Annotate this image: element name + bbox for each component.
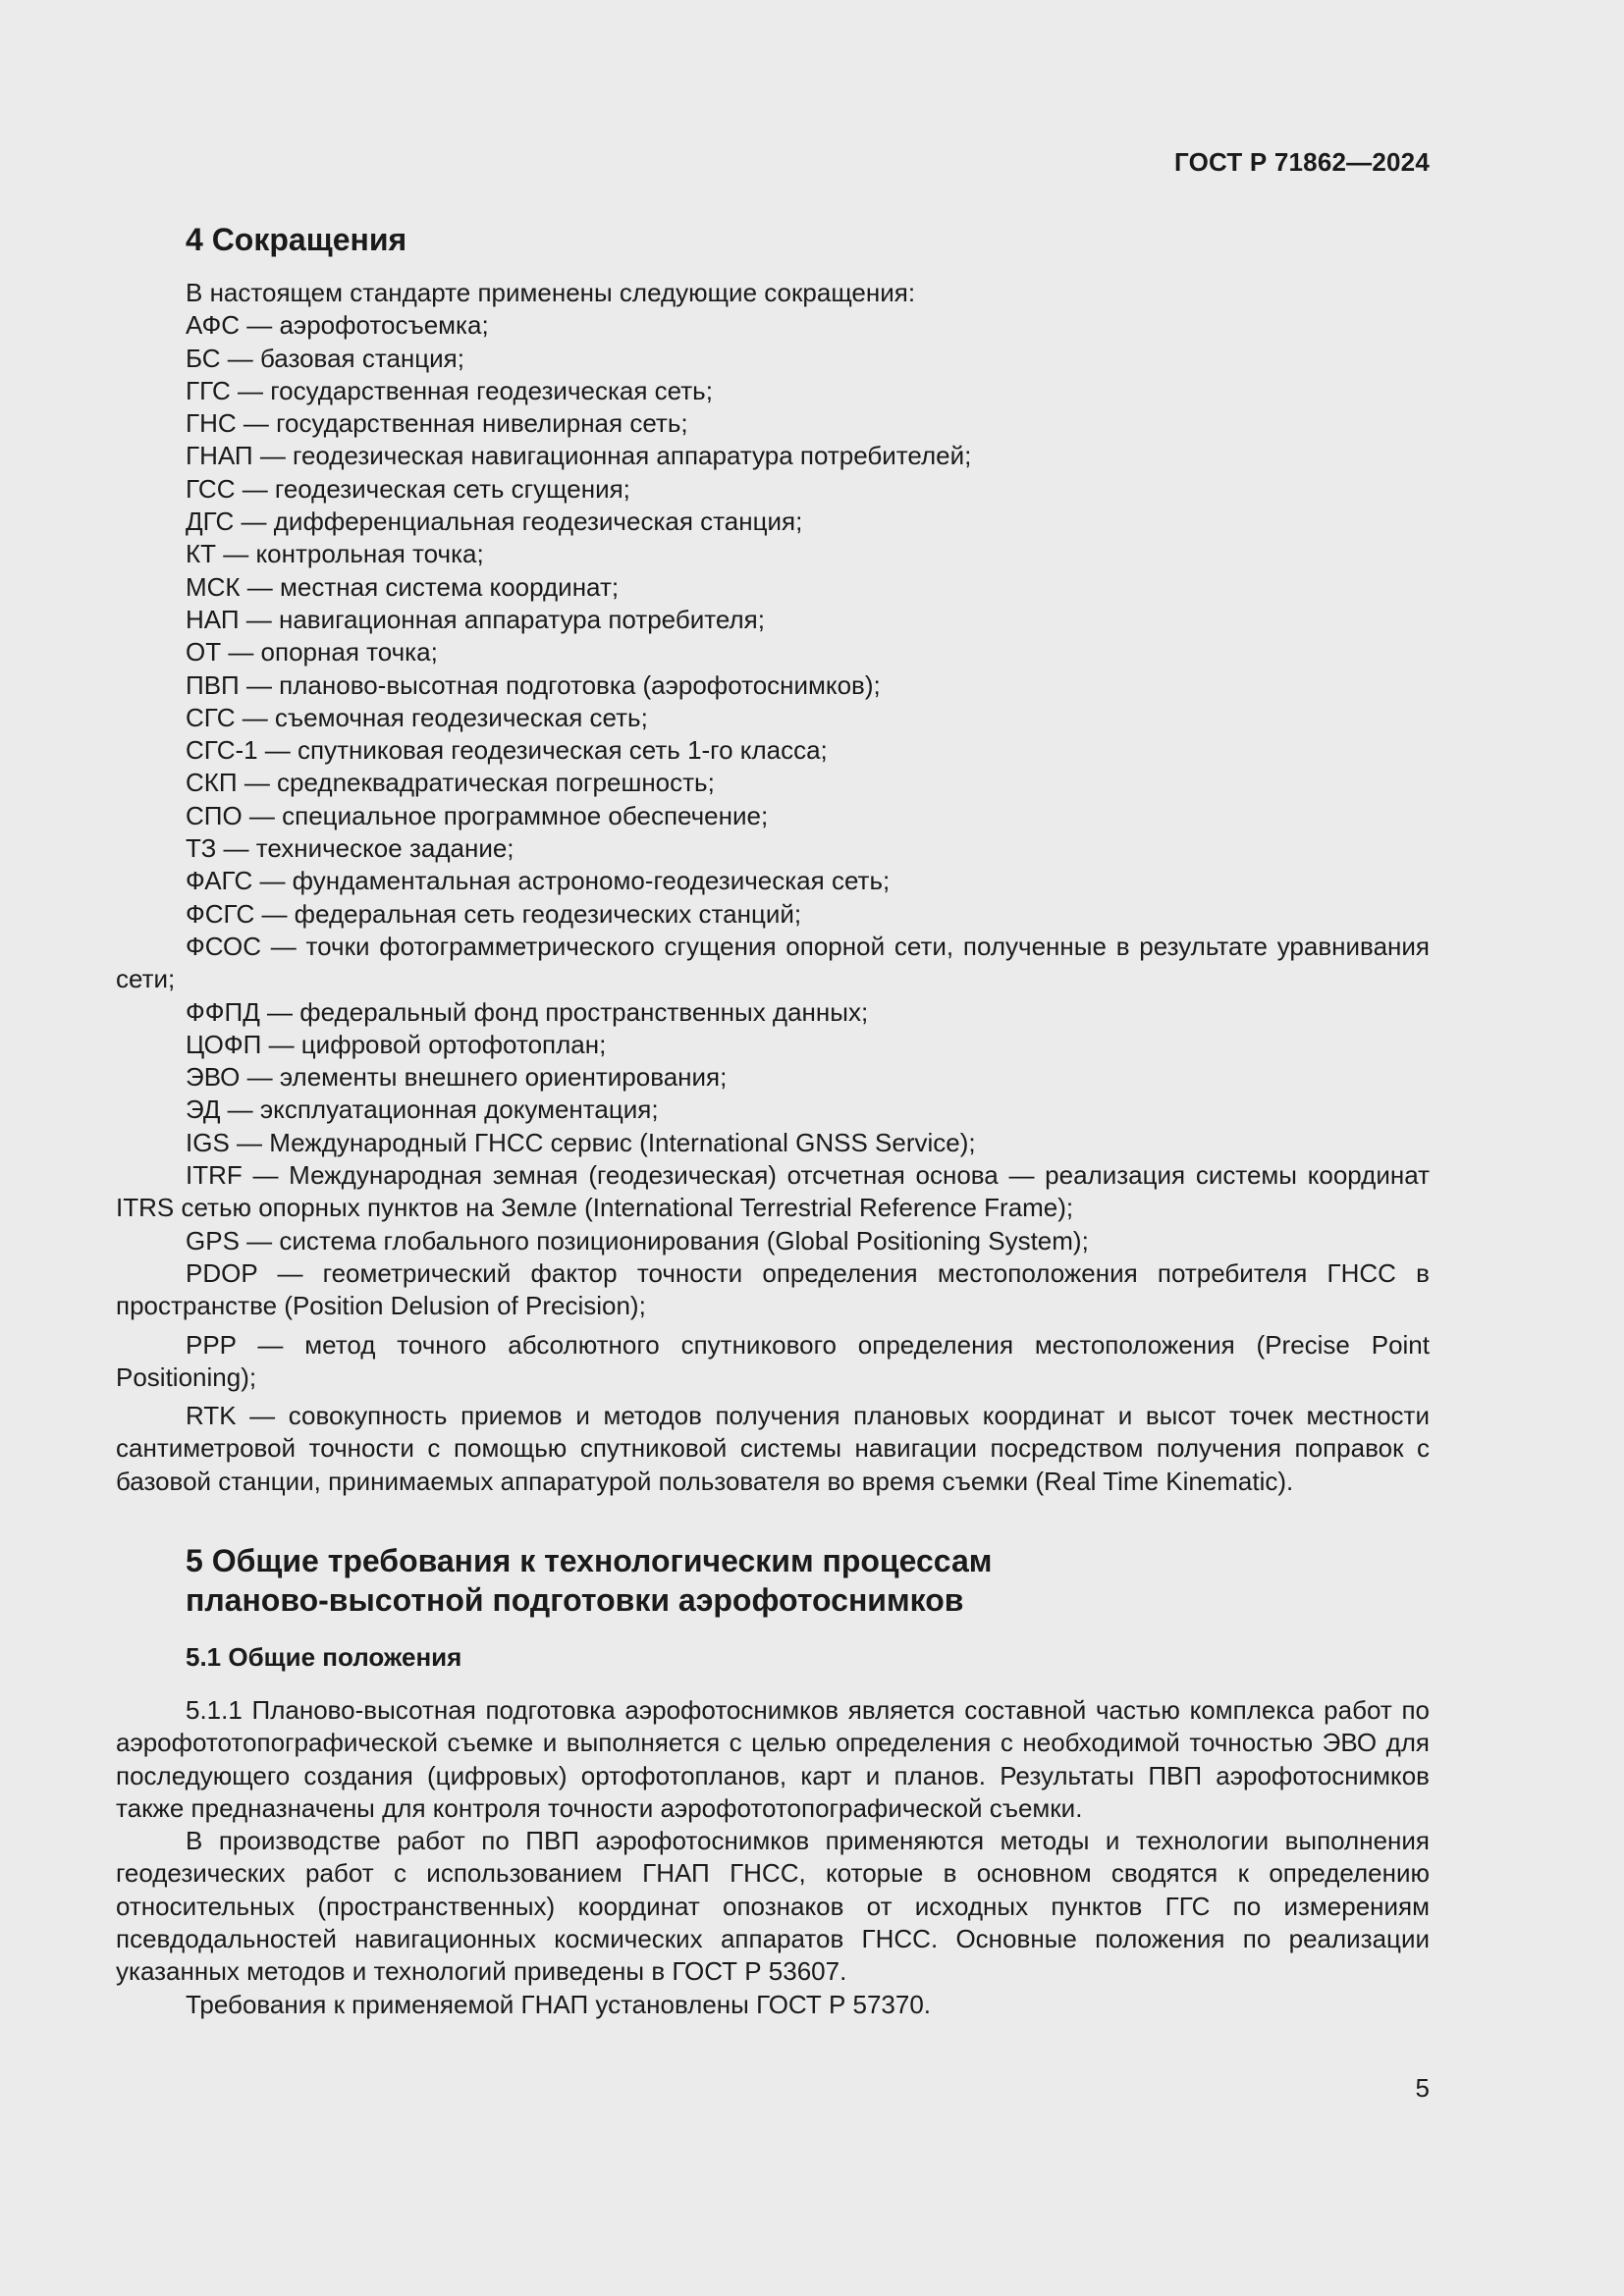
- abbreviation-item: RTK — совокупность приемов и методов получения плановых координат и высот точек местности сантиметровой точности с помощью спутниковой системы навигации посредством получения поправок с базовой станции, принимаемых аппаратурой пользователя во время съемки (Real Time Kinematic).: [116, 1401, 1430, 1496]
- body-paragraph: В производстве работ по ПВП аэрофотоснимков применяются методы и технологии выполнения геодезических работ с использованием ГНАП ГНСС, которые в основном сводятся к определению относительных (пространственных) координат опознаков от исходных пунктов ГГС по измерениям псевдодальностей навигационных космических аппаратов ГНСС. Основные положения по реализации указанных методов и технологий приведены в ГОСТ Р 53607.: [116, 1826, 1430, 1987]
- abbreviation-item: GPS — система глобального позиционирования (Global Positioning System);: [186, 1225, 1089, 1255]
- body-paragraph: 5.1.1 Планово-высотная подготовка аэрофотоснимков является составной частью комплекса работ по аэрофототопографической съемке и выполняется с целью определения с необходимой точностью ЭВО для последующего создания (цифровых) ортофотопланов, карт и планов. Результаты ПВП аэрофотоснимков также предназначены для контроля точности аэрофототопографической съемки.: [116, 1694, 1430, 1823]
- document-code: ГОСТ Р 71862—2024: [1174, 147, 1430, 177]
- abbreviation-item: СГС-1 — спутниковая геодезическая сеть 1-го класса;: [186, 735, 828, 766]
- abbreviation-item: ГГС — государственная геодезическая сеть;: [186, 375, 713, 405]
- abbreviation-item: ЦОФП — цифровой ортофотоплан;: [186, 1029, 607, 1059]
- abbreviation-item: ФСОС — точки фотограмметрического сгущения опорной сети, полученные в результате уравнивания сети;: [116, 931, 1430, 994]
- subsection-5-1-title: 5.1 Общие положения: [186, 1641, 462, 1672]
- abbreviation-item: КТ — контрольная точка;: [186, 539, 484, 569]
- abbreviation-item: ЭД — эксплуатационная документация;: [186, 1095, 659, 1125]
- abbreviation-item: МСК — местная система координат;: [186, 571, 620, 602]
- abbreviation-item: ФСГС — федеральная сеть геодезических станций;: [186, 898, 802, 929]
- abbreviations-intro: В настоящем стандарте применены следующие сокращения:: [186, 278, 916, 307]
- page-number: 5: [1415, 2073, 1430, 2103]
- section-5-title-line2: планово-высотной подготовки аэрофотоснимков: [186, 1581, 964, 1618]
- abbreviation-item: АФС — аэрофотосъемка;: [186, 310, 489, 341]
- abbreviation-item: ЭВО — элементы внешнего ориентирования;: [186, 1062, 728, 1093]
- abbreviation-item: БС — базовая станция;: [186, 343, 464, 373]
- section-4-title: 4 Сокращения: [186, 222, 407, 257]
- abbreviation-item: ПВП — планово-высотная подготовка (аэрофотоснимков);: [186, 669, 881, 700]
- abbreviation-item: ГНС — государственная нивелирная сеть;: [186, 408, 688, 439]
- abbreviation-item: PDOP — геометрический фактор точности определения местоположения потребителя ГНСС в пространстве (Position Delusion of Precision);: [116, 1257, 1430, 1321]
- abbreviation-item: ГНАП — геодезическая навигационная аппаратура потребителей;: [186, 441, 972, 471]
- abbreviation-item: ДГС — дифференциальная геодезическая станция;: [186, 507, 803, 537]
- abbreviation-item: СПО — специальное программное обеспечение;: [186, 800, 769, 830]
- abbreviation-item: PPP — метод точного абсолютного спутникового определения местоположения (Precise Point Positioning);: [116, 1329, 1430, 1392]
- abbreviations-list: [116, 277, 1430, 1498]
- abbreviation-item: СГС — съемочная геодезическая сеть;: [186, 702, 648, 732]
- body-paragraph: Требования к применяемой ГНАП установлены ГОСТ Р 57370.: [186, 1989, 932, 2019]
- abbreviation-item: ITRF — Международная земная (геодезическая) отсчетная основа — реализация системы координат ITRS сетью опорных пунктов на Земле (International Terrestrial Reference Frame);: [116, 1160, 1430, 1223]
- abbreviation-item: СКП — средneквадратическая погрешность;: [186, 768, 715, 798]
- abbreviation-item: ГСС — геодезическая сеть сгущения;: [186, 473, 630, 504]
- abbreviation-item: ТЗ — техническое задание;: [186, 833, 514, 864]
- subsection-5-1-body: [116, 1694, 1430, 2021]
- abbreviation-item: НАП — навигационная аппаратура потребителя;: [186, 604, 765, 634]
- abbreviation-item: ФФПД — федеральный фонд пространственных данных;: [186, 996, 869, 1027]
- page-content: [116, 220, 1430, 2021]
- abbreviation-item: ФАГС — фундаментальная астрономо-геодезическая сеть;: [186, 866, 891, 896]
- section-5-title-line1: 5 Общие требования к технологическим процессам: [186, 1542, 993, 1578]
- abbreviation-item: ОТ — опорная точка;: [186, 637, 438, 667]
- abbreviation-item: IGS — Международный ГНСС сервис (International GNSS Service);: [186, 1127, 976, 1157]
- section-5-title: [116, 1541, 1430, 1620]
